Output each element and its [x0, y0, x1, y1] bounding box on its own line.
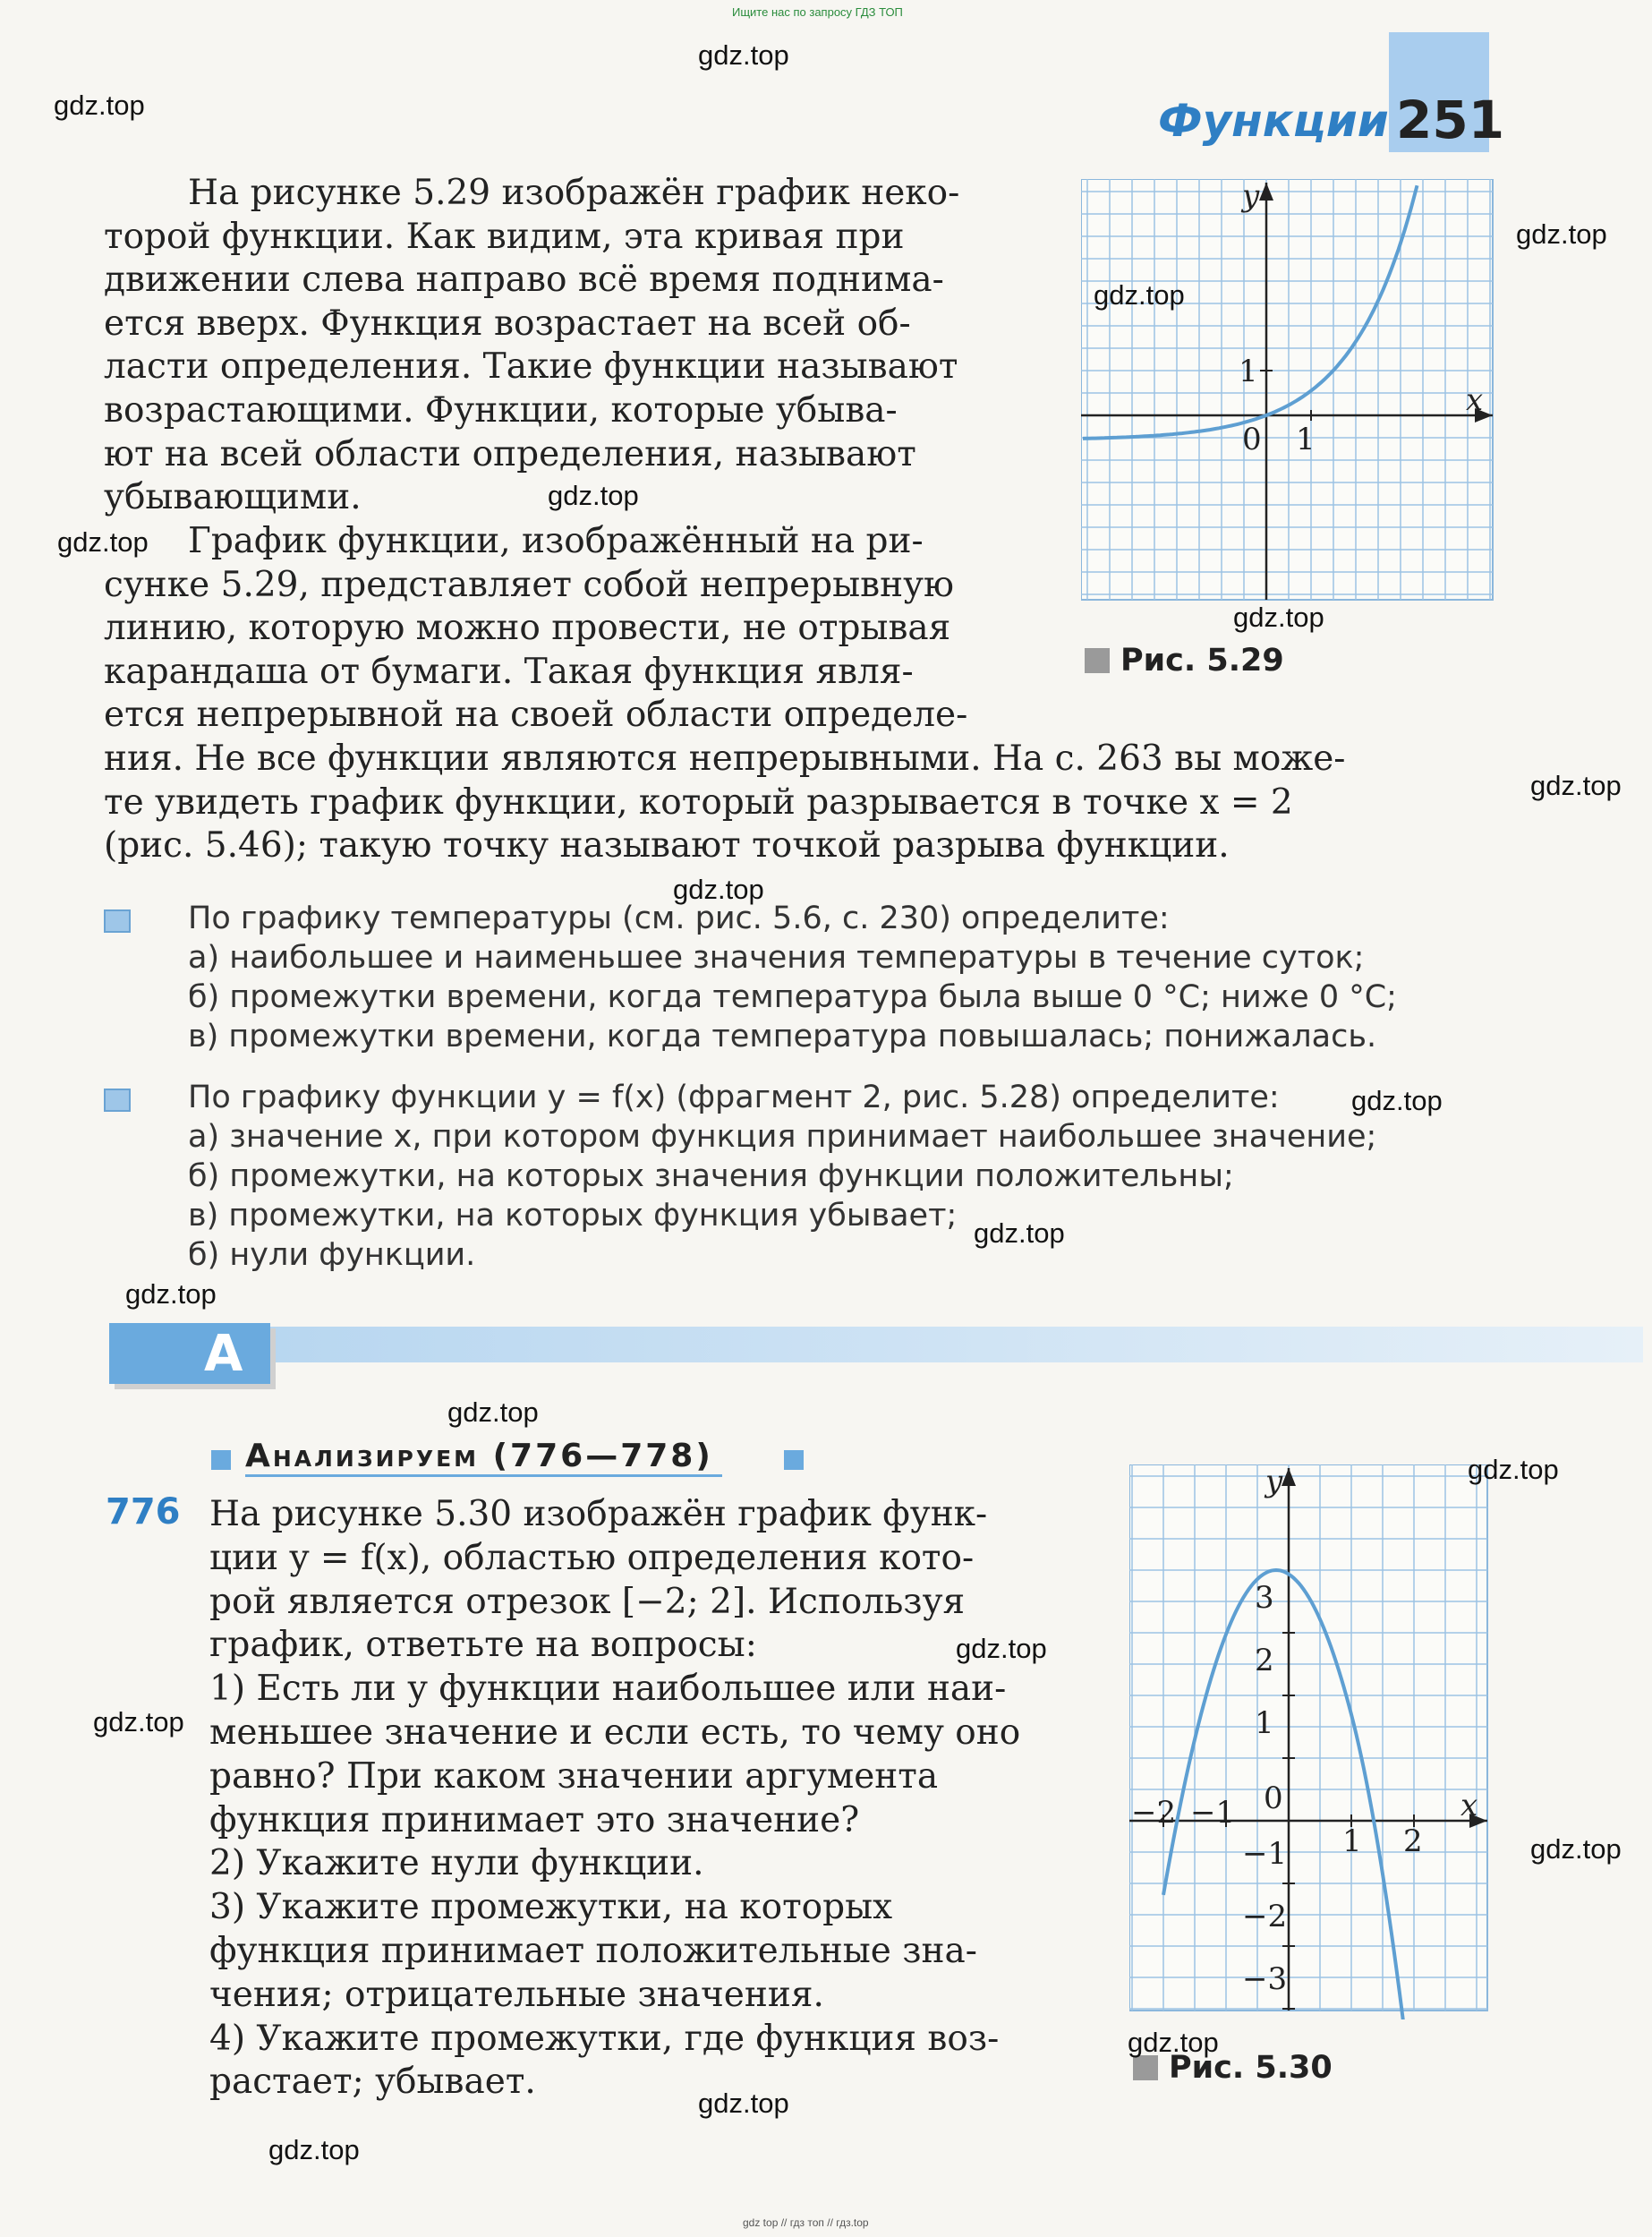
- watermark: gdz.top: [673, 874, 764, 905]
- tick-label-x: −1: [1190, 1795, 1236, 1831]
- text-line: По графику функции y = f(x) (фрагмент 2, рис. 5.28) определите:: [188, 1080, 1280, 1115]
- text-line: меньшее значение и если есть, то чему оно: [209, 1712, 1021, 1753]
- task-bullet: [104, 909, 131, 933]
- axis-label-y: y: [1242, 179, 1260, 214]
- tick-label-y: −2: [1242, 1899, 1288, 1934]
- text-line: карандаша от бумаги. Такая функция явля-: [104, 651, 914, 692]
- text-line: а) наибольшее и наименьшее значения температуры в течение суток;: [188, 940, 1365, 976]
- text-line: равно? При каком значении аргумента: [209, 1755, 939, 1797]
- text-line: в) промежутки, на которых функция убывает;: [188, 1198, 958, 1234]
- caption-marker: [1133, 2055, 1158, 2080]
- caption-marker: [1085, 648, 1110, 673]
- analysis-heading: Анализируем (776—778): [245, 1438, 722, 1477]
- tick-label-x: 0: [1264, 1780, 1283, 1816]
- intro-paragraph: [104, 172, 1026, 520]
- text-line: б) промежутки, на которых значения функции положительны;: [188, 1158, 1234, 1194]
- tick-label-y-1: 1: [1239, 354, 1258, 389]
- task-function-graph: [188, 1078, 1376, 1275]
- text-line: а) значение x, при котором функция принимает наибольшее значение;: [188, 1119, 1377, 1155]
- text-line: (рис. 5.46); такую точку называют точкой разрыва функции.: [104, 825, 1230, 867]
- grid: [1081, 179, 1493, 600]
- text-line: убывающими.: [104, 477, 362, 518]
- figure-5-29: [1081, 179, 1502, 609]
- text-line: те увидеть график функции, который разрывается в точке x = 2: [104, 781, 1293, 823]
- origin-label: 0: [1242, 422, 1262, 457]
- text-line: 1) Есть ли у функции наибольшее или наи-: [209, 1669, 1007, 1710]
- axis-label-x: x: [1460, 1788, 1478, 1823]
- tick-label-x-1: 1: [1296, 422, 1316, 457]
- grid: [1129, 1464, 1487, 2011]
- text-line: график, ответьте на вопросы:: [209, 1625, 757, 1666]
- text-line: функция принимает это значение?: [209, 1799, 860, 1840]
- section-letter-box: [109, 1323, 270, 1384]
- watermark: gdz.top: [548, 480, 639, 511]
- watermark: gdz.top: [1094, 279, 1185, 311]
- figure-5-29-caption: [1085, 643, 1284, 679]
- text-line: б) промежутки времени, когда температура была выше 0 °С; ниже 0 °С;: [188, 979, 1397, 1015]
- watermark: gdz.top: [54, 90, 145, 121]
- text-line: в) промежутки времени, когда температура повышалась; понижалась.: [188, 1019, 1377, 1054]
- watermark: gdz.top: [93, 1706, 184, 1738]
- text-line: ется вверх. Функция возрастает на всей об-: [104, 303, 911, 344]
- axis-label-x: x: [1466, 382, 1484, 418]
- text-line: ния. Не все функции являются непрерывными. На с. 263 вы може-: [104, 738, 1346, 779]
- heading-marker: [784, 1450, 804, 1470]
- axis-label-y: y: [1265, 1464, 1283, 1499]
- watermark: gdz.top: [698, 2088, 789, 2119]
- watermark: gdz.top: [1468, 1454, 1559, 1485]
- page-number: 251: [1396, 90, 1505, 150]
- header-section-title: Функции: [1158, 95, 1389, 147]
- exercise-number: 776: [106, 1491, 181, 1533]
- watermark: gdz.top: [447, 1396, 539, 1428]
- text-line: График функции, изображённый на ри-: [188, 521, 924, 561]
- caption-text: Рис. 5.30: [1169, 2050, 1333, 2086]
- tick-label-y: 3: [1255, 1580, 1274, 1616]
- text-line: На рисунке 5.30 изображён график функ-: [209, 1494, 988, 1534]
- watermark: gdz.top: [125, 1278, 217, 1310]
- text-line: движении слева направо всё время поднима-: [104, 260, 944, 301]
- text-line: возрастающими. Функции, которые убыва-: [104, 389, 898, 431]
- text-line: сунке 5.29, представляет собой непрерывную: [104, 564, 955, 605]
- tick-label-x: −2: [1131, 1795, 1177, 1831]
- text-line: линию, которую можно провести, не отрывая: [104, 608, 951, 649]
- watermark: gdz.top: [1351, 1085, 1443, 1116]
- task-temperature: [188, 899, 1397, 1056]
- text-line: функция принимает положительные зна-: [209, 1930, 977, 1971]
- text-line: ется непрерывной на своей области определе-: [104, 695, 968, 736]
- bottom-notice: gdz top // гдз топ // гдз.top: [743, 2216, 869, 2229]
- watermark: gdz.top: [1233, 602, 1324, 633]
- text-line: торой функции. Как видим, эта кривая при: [104, 216, 905, 257]
- tick-label-y: 1: [1255, 1705, 1274, 1741]
- tick-label-x: 2: [1403, 1823, 1423, 1859]
- text-line: По графику температуры (см. рис. 5.6, с. 230) определите:: [188, 901, 1170, 936]
- watermark: gdz.top: [1516, 218, 1607, 250]
- grid-frame: [1129, 1464, 1487, 2011]
- text-line: рой является отрезок [−2; 2]. Используя: [209, 1581, 966, 1622]
- text-line: 3) Укажите промежутки, на которых: [209, 1887, 893, 1928]
- exercise-text: [209, 1493, 1020, 2105]
- tick-label-y: −1: [1242, 1836, 1288, 1872]
- text-line: 4) Укажите промежутки, где функция воз-: [209, 2018, 1000, 2059]
- grid-frame: [1081, 179, 1493, 600]
- tick-label-x: 1: [1342, 1823, 1362, 1859]
- text-line: ции y = f(x), областью определения кото-: [209, 1537, 975, 1578]
- watermark: gdz.top: [268, 2134, 360, 2165]
- text-line: 2) Укажите нули функции.: [209, 1843, 704, 1884]
- section-letter: А: [204, 1325, 243, 1383]
- text-line: растает; убывает.: [209, 2062, 536, 2103]
- task-bullet: [104, 1089, 131, 1112]
- watermark: gdz.top: [1530, 770, 1622, 801]
- top-notice: Ищите нас по запросу ГДЗ ТОП: [732, 5, 903, 19]
- text-line: чения; отрицательные значения.: [209, 1974, 824, 2015]
- watermark: gdz.top: [974, 1217, 1065, 1249]
- text-line: ласти определения. Такие функции называют: [104, 346, 958, 388]
- watermark: gdz.top: [1128, 2027, 1219, 2058]
- text-line: б) нули функции.: [188, 1237, 476, 1273]
- figure-5-30: [1129, 1464, 1496, 2019]
- text-line: ют на всей области определения, называют: [104, 433, 916, 474]
- text-line: На рисунке 5.29 изображён график неко-: [188, 173, 960, 213]
- watermark: gdz.top: [57, 526, 149, 558]
- tick-label-y: −3: [1242, 1961, 1288, 1997]
- caption-text: Рис. 5.29: [1120, 643, 1284, 679]
- watermark: gdz.top: [698, 39, 789, 71]
- watermark: gdz.top: [1530, 1833, 1622, 1865]
- section-banner-strip: [242, 1327, 1643, 1362]
- heading-marker: [211, 1450, 231, 1470]
- watermark: gdz.top: [956, 1633, 1047, 1664]
- tick-label-y: 2: [1255, 1643, 1274, 1678]
